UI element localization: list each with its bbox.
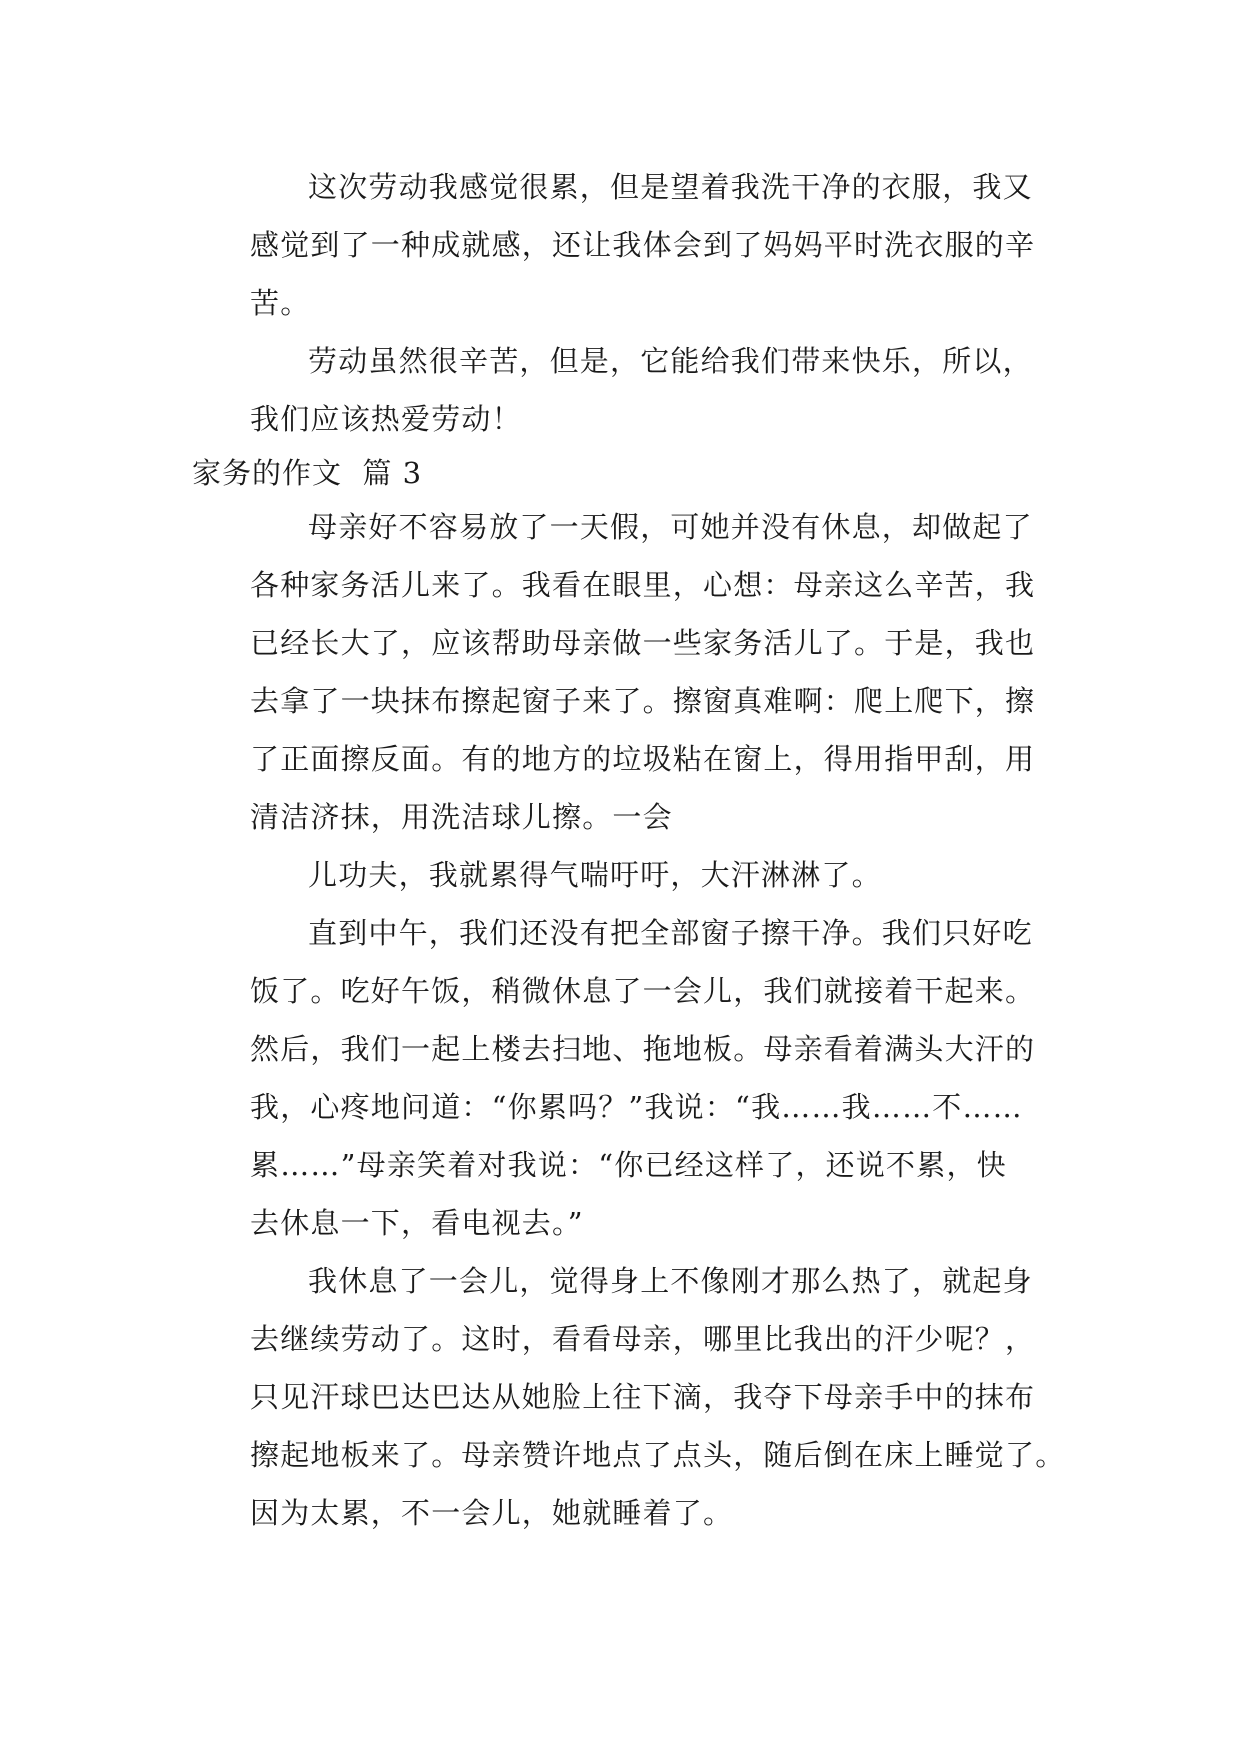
document-body [192,158,1072,1542]
text-line: 去继续劳动了。这时，看看母亲，哪里比我出的汗少呢？， [250,1322,1036,1356]
text-line: 去休息一下，看电视去。” [250,1206,584,1240]
text-line: 我们应该热爱劳动！ [250,402,522,436]
text-line: 饭了。吃好午饭，稍微休息了一会儿，我们就接着干起来。 [250,974,1036,1008]
text-line: 各种家务活儿来了。我看在眼里，心想：母亲这么辛苦，我 [250,568,1036,602]
text-line: 我，心疼地问道：“你累吗？”我说：“我……我……不…… [250,1090,1023,1124]
text-line: 苦。 [250,286,311,320]
text-line: 累……”母亲笑着对我说：“你已经这样了，还说不累，快 [250,1148,1007,1182]
text-line: 我休息了一会儿，觉得身上不像刚才那么热了，就起身 [308,1264,1033,1298]
text-line: 因为太累，不一会儿，她就睡着了。 [250,1496,734,1530]
text-line: 已经长大了，应该帮助母亲做一些家务活儿了。于是，我也 [250,626,1036,660]
text-line: 母亲好不容易放了一天假，可她并没有休息，却做起了 [308,510,1033,544]
text-line: 去拿了一块抹布擦起窗子来了。擦窗真难啊：爬上爬下，擦 [250,684,1036,718]
text-line: 然后，我们一起上楼去扫地、拖地板。母亲看着满头大汗的 [250,1032,1036,1066]
paragraph-tired [192,846,1072,904]
paragraph-noon [192,904,1072,1252]
text-line: 清洁济抹，用洗洁球儿擦。一会 [250,800,673,834]
paragraph-rest [192,1252,1072,1542]
text-line: 劳动虽然很辛苦，但是，它能给我们带来快乐，所以， [308,344,1033,378]
text-line: 擦起地板来了。母亲赞许地点了点头，随后倒在床上睡觉了。 [250,1438,1066,1472]
paragraph-mother-chores [192,498,1072,846]
text-line: 这次劳动我感觉很累，但是望着我洗干净的衣服，我又 [308,170,1033,204]
text-line: 只见汗球巴达巴达从她脸上往下滴，我夺下母亲手中的抹布 [250,1380,1036,1414]
text-line: 了正面擦反面。有的地方的垃圾粘在窗上，得用指甲刮，用 [250,742,1036,776]
text-line: 儿功夫，我就累得气喘吁吁，大汗淋淋了。 [308,858,882,892]
text-line: 感觉到了一种成就感，还让我体会到了妈妈平时洗衣服的辛 [250,228,1036,262]
paragraph-labor-feeling [192,158,1072,332]
essay-heading: 家务的作文 篇 3 [192,456,423,490]
text-line: 直到中午，我们还没有把全部窗子擦干净。我们只好吃 [308,916,1033,950]
paragraph-labor-conclusion [192,332,1072,448]
